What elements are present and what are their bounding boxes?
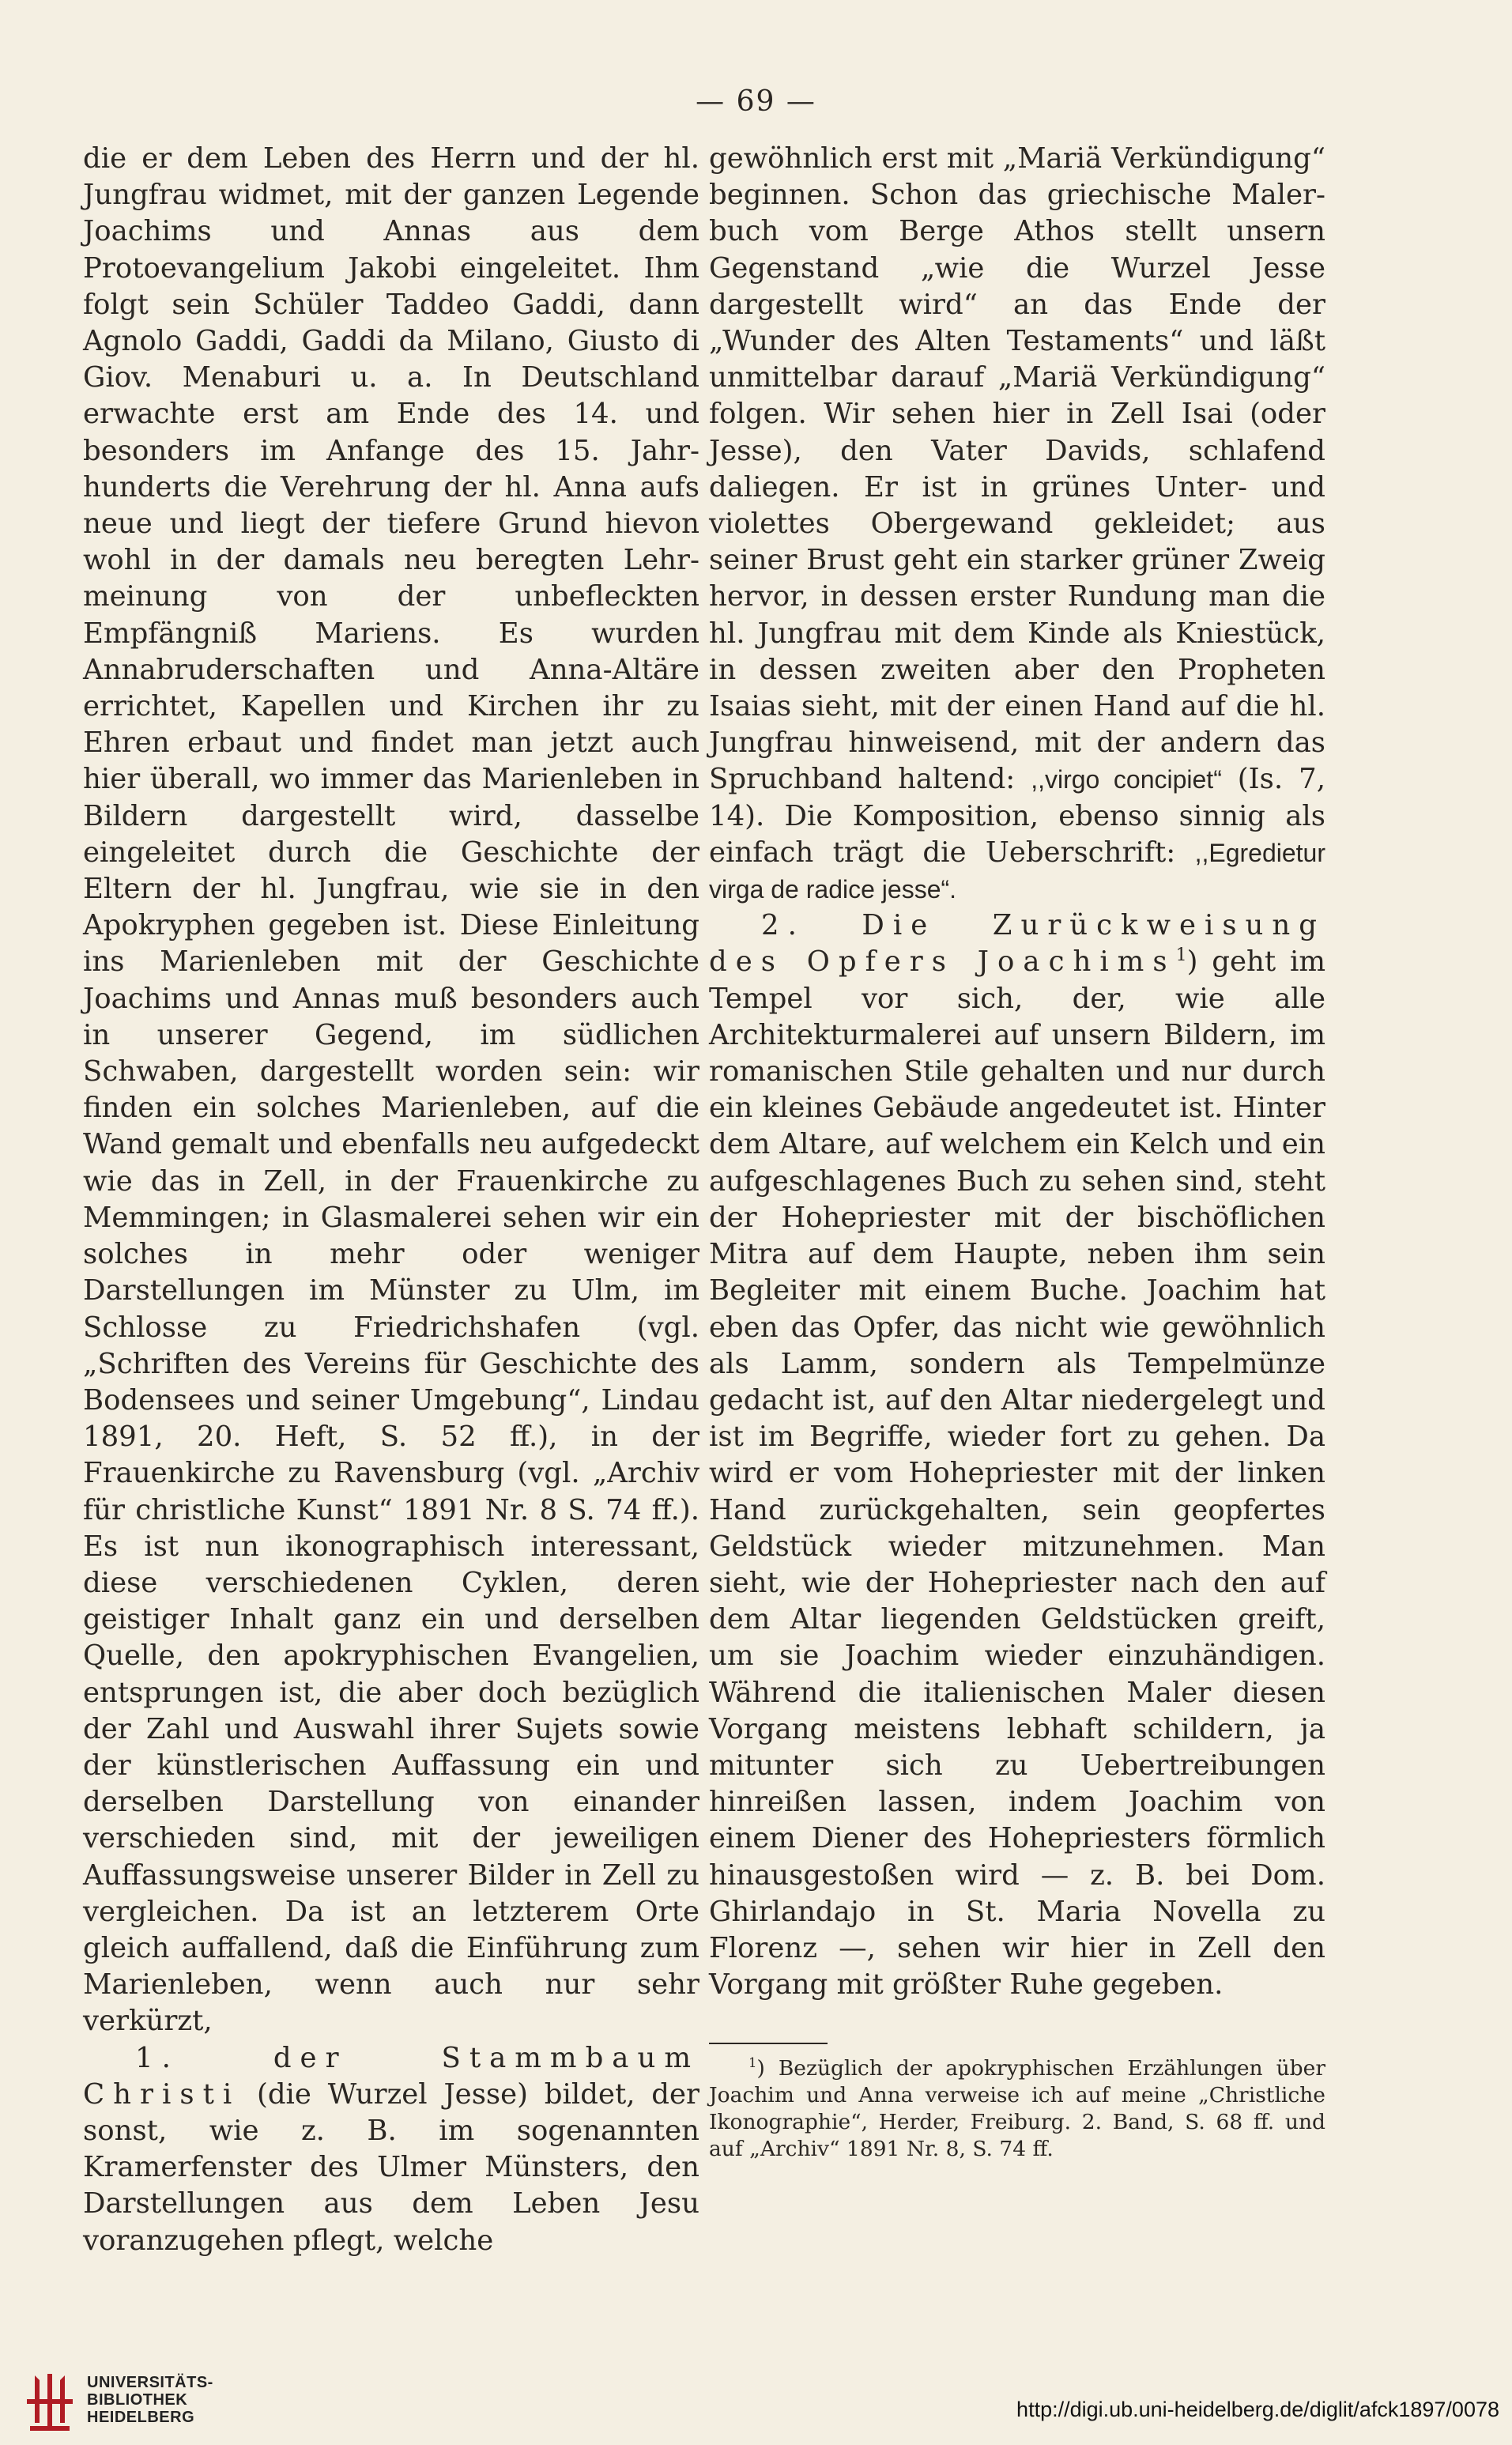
- zurueckweisung-text: ) geht im Tempel vor sich, der, wie alle Architekturmalerei auf unsern Bildern, im romanischen Stile gehalten und nur durch ein kleines Gebäude angedeutet ist. Hinter dem Altare, auf welchem ein Kelch und ein aufgeschlagenes Buch zu sehen sind, steht der Hohepriester mit der bischöflichen Mitra auf dem Haupte, neben ihm sein Begleiter mit einem Buche. Joachim hat eben das Opfer, das nicht wie gewöhnlich als Lamm, sondern als Tempelmünze gedacht ist, auf den Altar niedergelegt und ist im Begriffe, wieder fort zu gehen. Da wird er vom Hohepriester mit der linken Hand zurückgehalten, sein geopfertes Geldstück wieder mitzunehmen. Man sieht, wie der Hohepriester nach den auf dem Altar liegenden Geldstücken greift, um sie Joachim wieder einzuhändigen. Während die italienischen Maler diesen Vorgang meistens lebhaft schildern, ja mitunter sich zu Uebertreibungen hinreißen lassen, indem Joachim von einem Diener des Hohepriesters förmlich hinausgestoßen wird — z. B. bei Dom. Ghirlandajo in St. Maria Novella zu Florenz —, sehen wir hier in Zell den Vorgang mit größter Ruhe gegeben.: [709, 945, 1325, 2002]
- library-name: [87, 2374, 213, 2426]
- left-paragraph-1: die er dem Leben des Herrn und der hl. Jungfrau widmet, mit der ganzen Legende Joachims und Annas aus dem Protoevangelium Jakobi eingeleitet. Ihm folgt sein Schüler Taddeo Gaddi, dann Agnolo Gaddi, Gaddi da Milano, Giusto di Giov. Menaburi u. a. In Deutschland erwachte erst am Ende des 14. und besonders im Anfange des 15. Jahrhunderts die Verehrung der hl. Anna aufs neue und liegt der tiefere Grund hievon wohl in der damals neu beregten Lehrmeinung von der unbefleckten Empfängniß Mariens. Es wurden Annabruderschaften und Anna-Altäre errichtet, Kapellen und Kirchen ihr zu Ehren erbaut und findet man jetzt auch hier überall, wo immer das Marienleben in Bildern dargestellt wird, dasselbe eingeleitet durch die Geschichte der Eltern der hl. Jungfrau, wie sie in den Apokryphen gegeben ist. Diese Einleitung ins Marienleben mit der Geschichte Joachims und Annas muß besonders auch in unserer Gegend, im südlichen Schwaben, dargestellt worden sein: wir finden ein solches Marienleben, auf die Wand gemalt und ebenfalls neu aufgedeckt wie das in Zell, in der Frauenkirche zu Memmingen; in Glasmalerei sehen wir ein solches in mehr oder weniger Darstellungen im Münster zu Ulm, im Schlosse zu Friedrichshafen (vgl. „Schriften des Vereins für Geschichte des Bodensees und seiner Umgebung“, Lindau 1891, 20. Heft, S. 52 ff.), in der Frauenkirche zu Ravensburg (vgl. „Archiv für christliche Kunst“ 1891 Nr. 8 S. 74 ff.). Es ist nun ikonographisch interessant, diese verschiedenen Cyklen, deren geistiger Inhalt ganz ein und derselben Quelle, den apokryphischen Evangelien, entsprungen ist, die aber doch bezüglich der Zahl und Auswahl ihrer Sujets sowie der künstlerischen Auffassung ein und derselben Darstellung von einander verschieden sind, mit der jeweiligen Auffassungsweise unserer Bilder in Zell zu vergleichen. Da ist an letzterem Orte gleich auffallend, daß die Einführung zum Marienleben, wenn auch nur sehr verkürzt,: [83, 142, 699, 2038]
- footnote-divider: [709, 2043, 828, 2044]
- stammbaum-text: (die Wurzel Jesse) bildet, der sonst, wie z. B. im sogenannten Kramerfenster des Ulmer Münsters, den Darstellungen aus dem Leben Jesu voranzugehen pflegt, welche: [83, 2077, 699, 2257]
- right-column: [709, 141, 1325, 2003]
- page-number: — 69 —: [696, 85, 816, 118]
- latin-quote-egredietur: ,,Egredietur virga de radice jesse“.: [709, 838, 1325, 904]
- right-paragraph-1-mid: (Is. 7, 14). Die Komposition, ebenso sinnig als einfach trägt die Ueberschrift:: [709, 763, 1325, 869]
- footnote-mark: 1: [748, 2055, 757, 2071]
- right-paragraph-1: [709, 141, 1325, 907]
- left-paragraph-2: [83, 2040, 699, 2259]
- latin-quote-virgo: ,,virgo concipiet“: [1031, 765, 1222, 794]
- footnote-reference: 1: [1175, 945, 1187, 966]
- right-paragraph-2: [709, 907, 1325, 2003]
- left-column: [83, 141, 699, 2259]
- library-name-line-2: BIBLIOTHEK: [87, 2391, 188, 2409]
- source-url[interactable]: http://digi.ub.uni-heidelberg.de/diglit/afck1897/0078: [1016, 2398, 1499, 2421]
- library-name-line-1: UNIVERSITÄTS-: [87, 2374, 213, 2391]
- footnote: [709, 2055, 1325, 2163]
- library-name-line-3: HEIDELBERG: [87, 2409, 195, 2426]
- footnote-text: ) Bezüglich der apokryphischen Erzählungen über Joachim und Anna verweise ich auf meine „Christliche Ikonographie“, Herder, Freiburg. 2. Band, S. 68 ff. und auf „Archiv“ 1891 Nr. 8, S. 74 ff.: [709, 2056, 1325, 2161]
- university-seal-icon: [11, 2368, 87, 2434]
- right-paragraph-1-text: gewöhnlich erst mit „Mariä Verkündigung“ beginnen. Schon das griechische Malerbuch vom Berge Athos stellt unsern Gegenstand „wie die Wurzel Jesse dargestellt wird“ an das Ende der „Wunder des Alten Testaments“ und läßt unmittelbar darauf „Mariä Verkündigung“ folgen. Wir sehen hier in Zell Isai (oder Jesse), den Vater Davids, schlafend daliegen. Er ist in grünes Unter- und violettes Obergewand gekleidet; aus seiner Brust geht ein starker grüner Zweig hervor, in dessen erster Rundung man die hl. Jungfrau mit dem Kinde als Kniestück, in dessen zweiten aber den Propheten Isaias sieht, mit der einen Hand auf die hl. Jungfrau hinweisend, mit der andern das Spruchband haltend:: [709, 142, 1325, 796]
- stammbaum-heading: 1. der Stammbaum Christi: [83, 2041, 699, 2111]
- zurueckweisung-heading: 2. Die Zurückweisung des Opfers Joachims: [709, 909, 1325, 979]
